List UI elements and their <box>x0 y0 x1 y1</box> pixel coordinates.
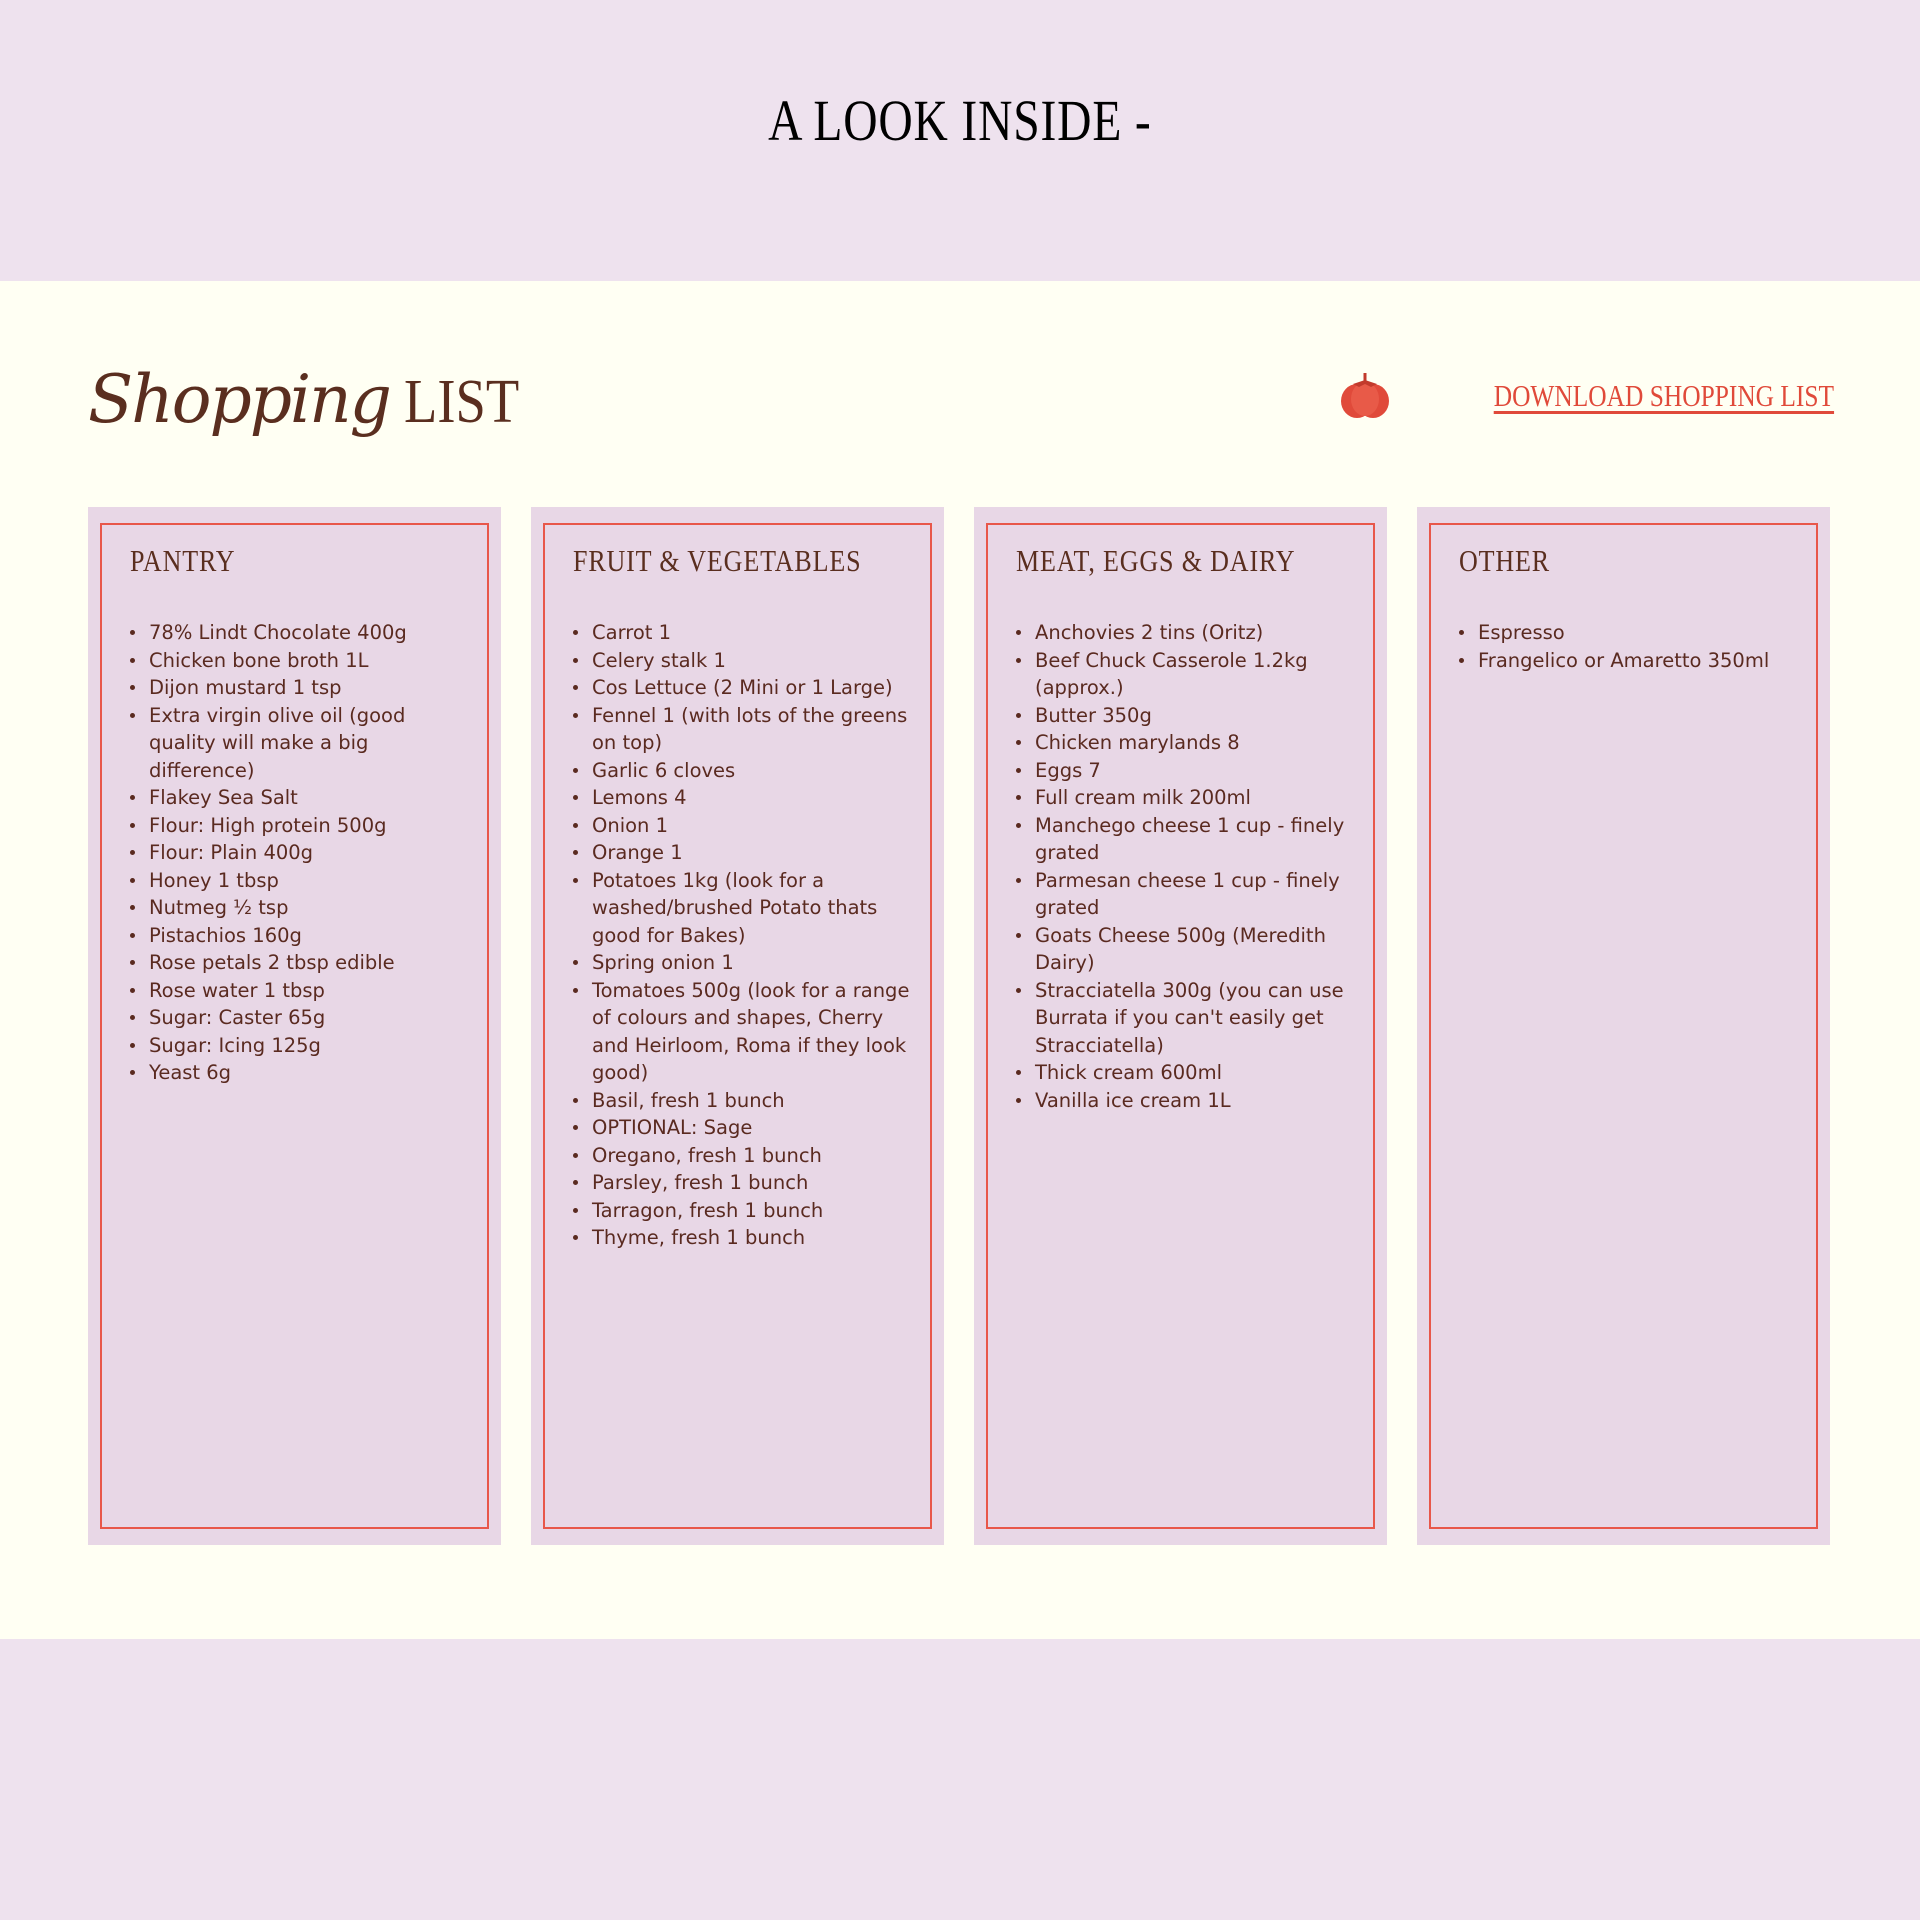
list-item: Honey 1 tbsp <box>149 867 471 895</box>
list-item: Carrot 1 <box>592 619 914 647</box>
category-fruit-vegetables <box>531 507 944 1545</box>
list-item: Pistachios 160g <box>149 922 471 950</box>
list-item: Anchovies 2 tins (Oritz) <box>1035 619 1357 647</box>
category-title: MEAT, EGGS & DAIRY <box>1016 543 1296 578</box>
list-item: Thyme, fresh 1 bunch <box>592 1224 914 1252</box>
category-pantry <box>88 507 501 1545</box>
list-item: Manchego cheese 1 cup - finely grated <box>1035 812 1357 867</box>
list-item: Espresso <box>1478 619 1800 647</box>
category-other <box>1417 507 1830 1545</box>
list-item: Rose water 1 tbsp <box>149 977 471 1005</box>
category-meat-eggs-dairy <box>974 507 1387 1545</box>
list-item: Thick cream 600ml <box>1035 1059 1357 1087</box>
list-item: Flour: Plain 400g <box>149 839 471 867</box>
list-item: Goats Cheese 500g (Meredith Dairy) <box>1035 922 1357 977</box>
list-item: Sugar: Caster 65g <box>149 1004 471 1032</box>
page-title: A LOOK INSIDE - <box>768 88 1152 153</box>
tomato-icon <box>1339 371 1391 421</box>
header-band <box>0 0 1920 281</box>
list-item: Cos Lettuce (2 Mini or 1 Large) <box>592 674 914 702</box>
list-item: Chicken bone broth 1L <box>149 647 471 675</box>
list-item: Potatoes 1kg (look for a washed/brushed Potato thats good for Bakes) <box>592 867 914 950</box>
list-item: Lemons 4 <box>592 784 914 812</box>
list-item: Nutmeg ½ tsp <box>149 894 471 922</box>
list-item: Tarragon, fresh 1 bunch <box>592 1197 914 1225</box>
list-item: OPTIONAL: Sage <box>592 1114 914 1142</box>
item-list <box>130 619 471 1087</box>
footer-band <box>0 1639 1920 1920</box>
list-item: Sugar: Icing 125g <box>149 1032 471 1060</box>
list-item: Flour: High protein 500g <box>149 812 471 840</box>
item-list <box>573 619 914 1252</box>
category-title: OTHER <box>1459 543 1550 578</box>
list-item: Parmesan cheese 1 cup - finely grated <box>1035 867 1357 922</box>
item-list <box>1459 619 1800 674</box>
list-item: Stracciatella 300g (you can use Burrata if you can't easily get Stracciatella) <box>1035 977 1357 1060</box>
list-item: Eggs 7 <box>1035 757 1357 785</box>
list-item: Orange 1 <box>592 839 914 867</box>
item-list <box>1016 619 1357 1114</box>
list-item: Butter 350g <box>1035 702 1357 730</box>
category-title: PANTRY <box>130 543 236 578</box>
list-item: Tomatoes 500g (look for a range of colours and shapes, Cherry and Heirloom, Roma if they look good) <box>592 977 914 1087</box>
list-item: Yeast 6g <box>149 1059 471 1087</box>
list-item: Celery stalk 1 <box>592 647 914 675</box>
list-item: Spring onion 1 <box>592 949 914 977</box>
list-item: Garlic 6 cloves <box>592 757 914 785</box>
list-item: Basil, fresh 1 bunch <box>592 1087 914 1115</box>
list-item: 78% Lindt Chocolate 400g <box>149 619 471 647</box>
download-label[interactable]: DOWNLOAD SHOPPING LIST <box>1493 378 1834 413</box>
category-columns <box>88 507 1830 1545</box>
list-item: Beef Chuck Casserole 1.2kg (approx.) <box>1035 647 1357 702</box>
list-item: Parsley, fresh 1 bunch <box>592 1169 914 1197</box>
list-item: Vanilla ice cream 1L <box>1035 1087 1357 1115</box>
list-item: Flakey Sea Salt <box>149 784 471 812</box>
list-item: Rose petals 2 tbsp edible <box>149 949 471 977</box>
section-title <box>88 361 535 438</box>
list-item: Oregano, fresh 1 bunch <box>592 1142 914 1170</box>
list-item: Fennel 1 (with lots of the greens on top) <box>592 702 914 757</box>
list-item: Chicken marylands 8 <box>1035 729 1357 757</box>
list-item: Full cream milk 200ml <box>1035 784 1357 812</box>
list-item: Frangelico or Amaretto 350ml <box>1478 647 1800 675</box>
shopping-list-panel <box>0 281 1920 1639</box>
list-item: Extra virgin olive oil (good quality will make a big difference) <box>149 702 471 785</box>
section-title-script: Shopping <box>88 361 390 438</box>
list-item: Onion 1 <box>592 812 914 840</box>
section-title-caps: LIST <box>403 368 519 436</box>
category-title: FRUIT & VEGETABLES <box>573 543 862 578</box>
list-item: Dijon mustard 1 tsp <box>149 674 471 702</box>
download-shopping-list-link[interactable] <box>1339 371 1834 421</box>
